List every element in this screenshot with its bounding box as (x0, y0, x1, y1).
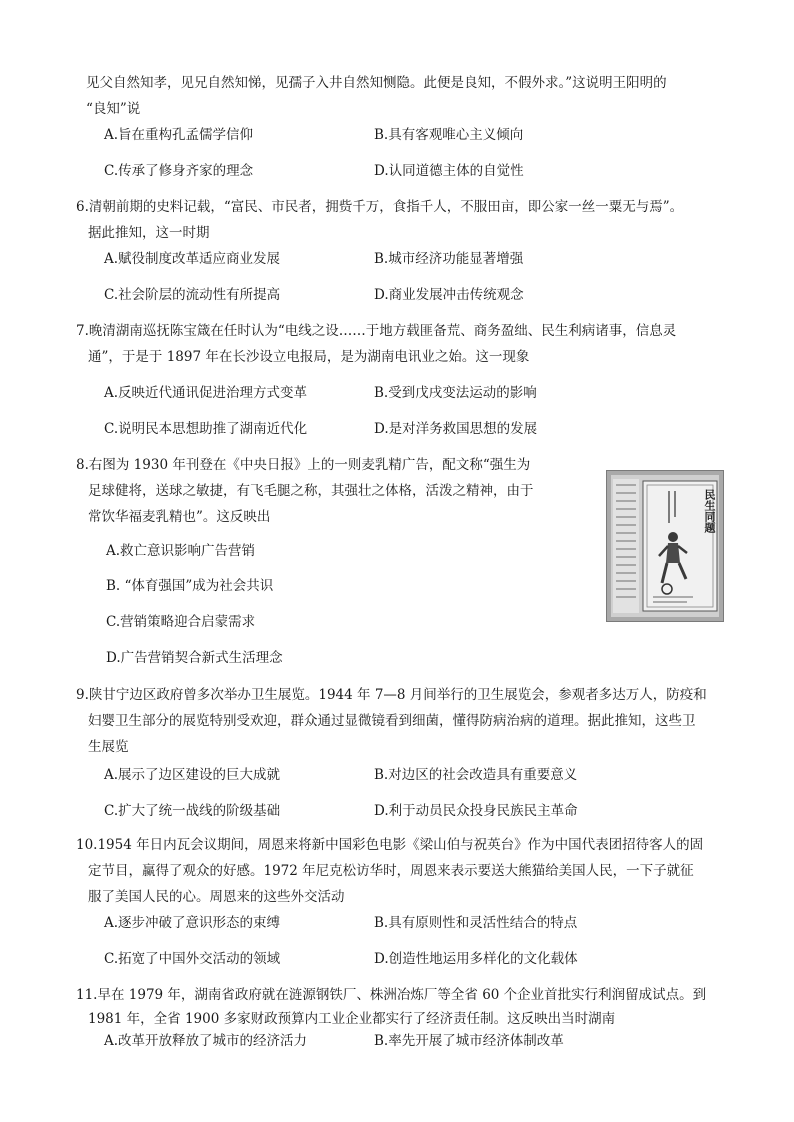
q8-option-d: D.广告营销契合新式生活理念 (106, 650, 283, 666)
q6-stem-line2: 据此推知，这一时期 (88, 225, 210, 241)
q9-option-d: D.利于动员民众投身民族民主革命 (374, 803, 578, 819)
q5-option-b: B.具有客观唯心主义倾向 (374, 127, 524, 143)
q9-option-c: C.扩大了统一战线的阶级基础 (104, 803, 281, 819)
q8-stem-line2: 足球健将，送球之敏捷，有飞毛腿之称，其强壮之体格，活泼之精神，由于 (88, 483, 534, 499)
ad-title-vertical: 民生同题 (703, 489, 716, 533)
q5-option-a: A.旨在重构孔孟儒学信仰 (104, 127, 254, 143)
q8-option-a: A.救亡意识影响广告营销 (106, 543, 256, 559)
q8-stem-line1: 8.右图为 1930 年刊登在《中央日报》上的一则麦乳精广告，配文称“强生为 (76, 457, 531, 473)
q10-option-d: D.创造性地运用多样化的文化载体 (374, 951, 578, 967)
q6-stem-line1: 6.清朝前期的史料记载，“富民、市民者，拥赀千万，食指千人，不服田亩，即公家一丝一粟无与焉”。 (76, 199, 684, 215)
q5-stem-line2: “良知”说 (86, 101, 141, 117)
q11-option-b: B.率先开展了城市经济体制改革 (374, 1033, 564, 1049)
q7-option-a: A.反映近代通讯促进治理方式变革 (104, 385, 308, 401)
q7-stem-line1: 7.晚清湖南巡抚陈宝箴在任时认为“电线之设……于地方载匪备荒、商务盈绌、民生利病诸事，信息灵 (76, 323, 677, 339)
q11-option-a: A.改革开放释放了城市的经济活力 (104, 1033, 308, 1049)
q5-stem-line1: 见父自然知孝，见兄自然知悌，见孺子入井自然知恻隐。此便是良知，不假外求。”这说明王阳明的 (86, 75, 667, 91)
q9-option-b: B.对边区的社会改造具有重要意义 (374, 767, 578, 783)
q6-option-a: A.赋役制度改革适应商业发展 (104, 251, 281, 267)
q7-option-c: C.说明民本思想助推了湖南近代化 (104, 421, 308, 437)
q10-option-b: B.具有原则性和灵活性结合的特点 (374, 915, 578, 931)
q10-stem-line1: 10.1954 年日内瓦会议期间，周恩来将新中国彩色电影《梁山伯与祝英台》作为中国代表团招待客人的固 (76, 837, 704, 853)
q7-option-d: D.是对洋务救国思想的发展 (374, 421, 538, 437)
q10-option-a: A.逐步冲破了意识形态的束缚 (104, 915, 281, 931)
q6-option-c: C.社会阶层的流动性有所提高 (104, 287, 281, 303)
q5-option-c: C.传承了修身齐家的理念 (104, 163, 254, 179)
q11-stem-line1: 11.早在 1979 年，湖南省政府就在涟源钢铁厂、株洲冶炼厂等全省 60 个企业首批实行利润留成试点。到 (76, 987, 707, 1003)
q9-option-a: A.展示了边区建设的巨大成就 (104, 767, 281, 783)
q6-option-b: B.城市经济功能显著增强 (374, 251, 524, 267)
q7-option-b: B.受到戊戌变法运动的影响 (374, 385, 537, 401)
q8-option-c: C.营销策略迎合启蒙需求 (106, 614, 256, 630)
q8-stem-line3: 常饮华福麦乳精也”。这反映出 (88, 509, 271, 525)
q9-stem-line2: 妇婴卫生部分的展览特别受欢迎，群众通过显微镜看到细菌，懂得防病治病的道理。据此推知，这些卫 (88, 713, 696, 729)
q10-stem-line2: 定节目，赢得了观众的好感。1972 年尼克松访华时，周恩来表示要送大熊猫给美国人民，一下子就征 (88, 863, 694, 879)
q5-option-d: D.认同道德主体的自觉性 (374, 163, 524, 179)
q6-option-d: D.商业发展冲击传统观念 (374, 287, 524, 303)
q10-option-c: C.拓宽了中国外交活动的领域 (104, 951, 281, 967)
q7-stem-line2: 通”，于是于 1897 年在长沙设立电报局，是为湖南电讯业之始。这一现象 (88, 349, 530, 365)
q11-stem-line2: 1981 年，全省 1900 多家财政预算内工业企业都实行了经济责任制。这反映出当时湖南 (88, 1011, 616, 1027)
q9-stem-line1: 9.陕甘宁边区政府曾多次举办卫生展览。1944 年 7—8 月间举行的卫生展览会，参观者多达万人，防疫和 (76, 687, 707, 703)
advertisement-image (606, 470, 724, 622)
q8-option-b: B. “体育强国”成为社会共识 (106, 578, 274, 594)
q9-stem-line3: 生展览 (88, 739, 129, 755)
q10-stem-line3: 服了美国人民的心。周恩来的这些外交活动 (88, 889, 345, 905)
